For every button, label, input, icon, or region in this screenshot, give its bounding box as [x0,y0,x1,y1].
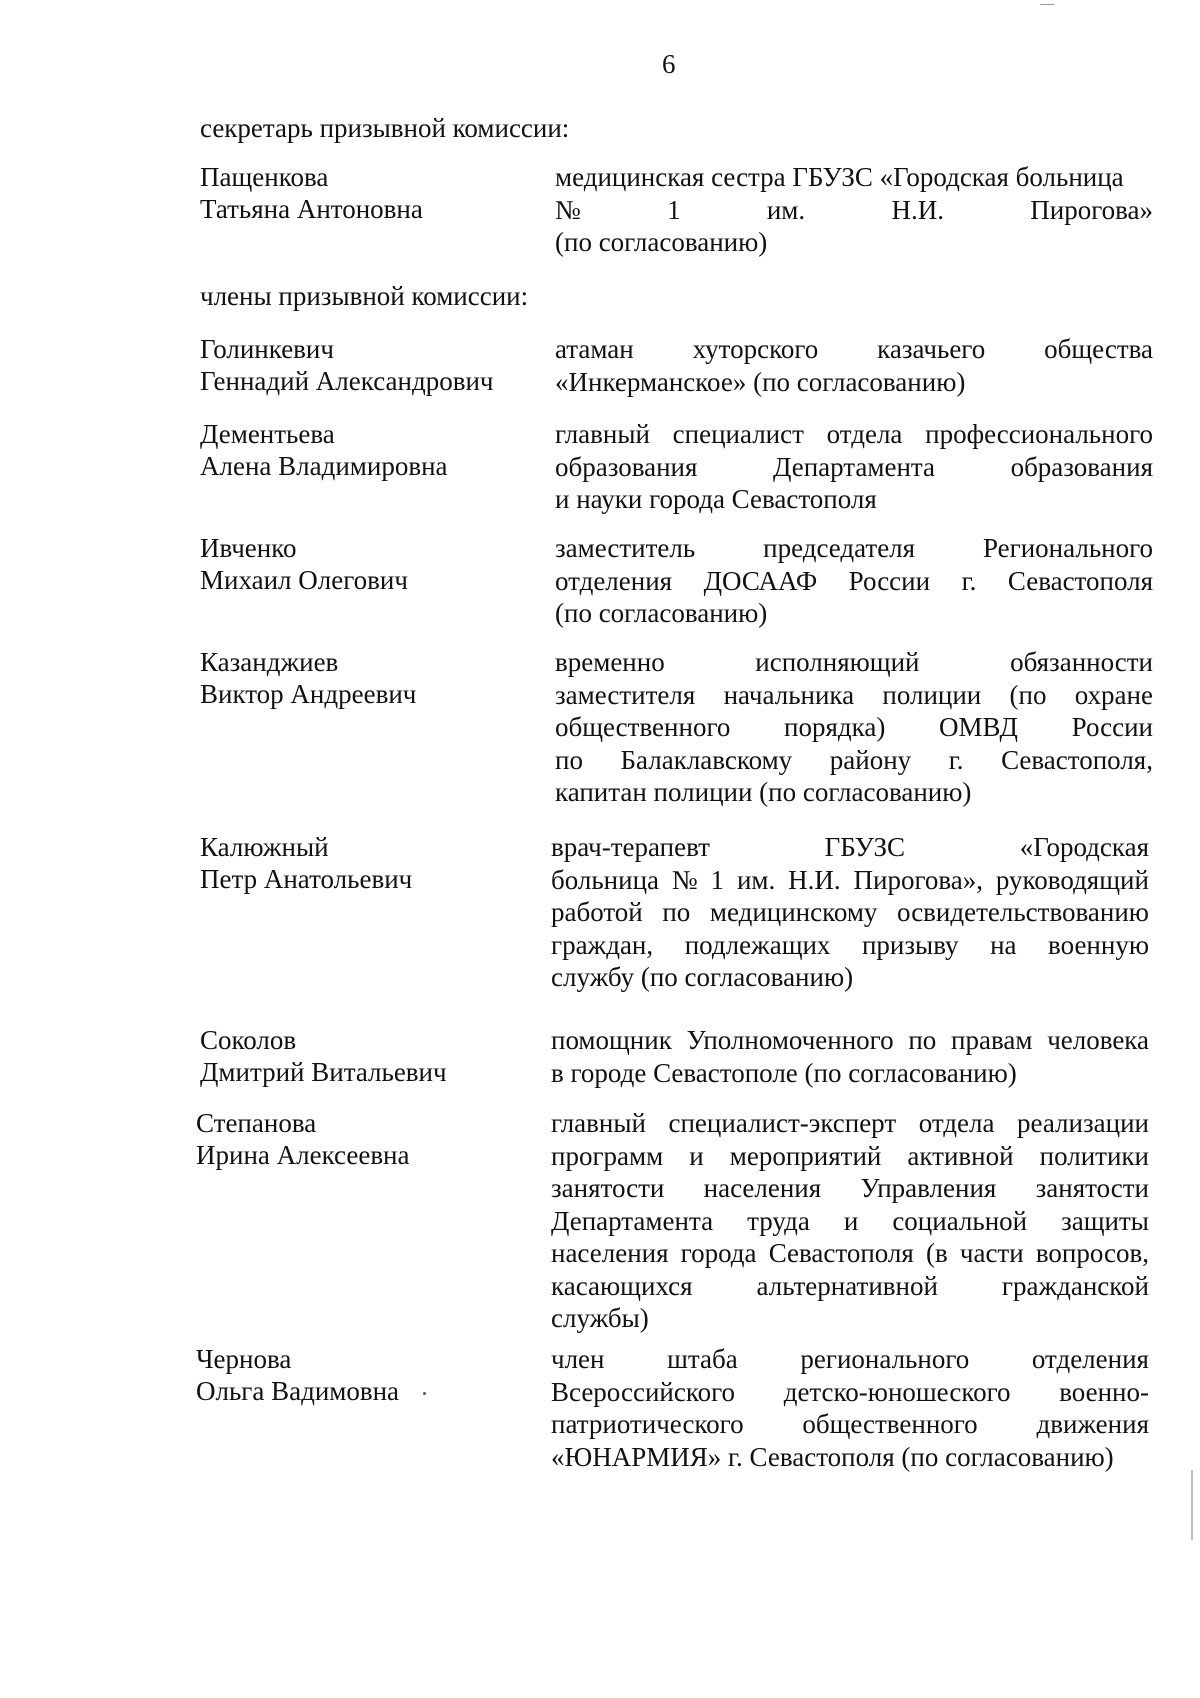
member-role [555,161,1153,259]
page-number: 6 [662,49,676,79]
role-line: программ и мероприятий активной политики [551,1140,1149,1171]
scan-speck [423,1392,426,1395]
member-given-names: Петр Анатольевич [200,864,413,894]
member-name [200,161,540,225]
role-line: «Инкерманское» (по согласованию) [555,366,966,397]
secretary-heading: секретарь призывной комиссии: [200,113,570,143]
role-line: Всероссийского детско-юношеского военно- [551,1376,1149,1407]
member-given-names: Геннадий Александрович [200,366,494,396]
member-given-names: Алена Владимировна [200,451,448,481]
role-line: занятости населения Управления занятости [551,1173,1149,1203]
member-given-names: Михаил Олегович [200,565,408,595]
role-line: член штаба регионального отделения [551,1344,1149,1374]
role-line: службы) [551,1303,649,1333]
role-line: заместитель председателя Регионального [555,533,1153,563]
member-surname: Степанова [196,1108,317,1138]
scan-edge-mark [1191,1470,1193,1540]
member-name [200,1024,540,1088]
member-name [200,532,540,596]
role-line: заместителя начальника полиции (по охране [555,679,1153,710]
member-given-names: Ольга Вадимовна [196,1376,400,1406]
member-surname: Казанджиев [200,647,339,677]
member-surname: Голинкевич [200,334,334,364]
role-line: главный специалист-эксперт отдела реализации [551,1108,1149,1138]
member-role [551,1107,1149,1335]
role-line: отделения ДОСААФ России г. Севастополя [555,565,1153,596]
member-given-names: Дмитрий Витальевич [200,1057,447,1087]
member-role [551,1024,1149,1089]
members-heading: члены призывной комиссии: [200,281,529,311]
role-line: населения города Севастополя (в части вопросов, [551,1238,1149,1268]
role-line: общественного порядка) ОМВД России [555,712,1153,742]
member-name [196,1343,536,1407]
role-line: в городе Севастополе (по согласованию) [551,1057,1017,1088]
member-name [200,418,540,482]
member-name [196,1107,536,1171]
member-given-names: Татьяна Антоновна [200,194,423,224]
scan-corner-mark [1040,0,1054,5]
member-role [555,333,1153,398]
member-role [555,532,1153,630]
role-line: касающихся альтернативной гражданской [551,1270,1149,1301]
member-surname: Чернова [196,1344,292,1374]
member-surname: Пащенкова [200,162,329,192]
role-line: временно исполняющий обязанности [555,647,1153,677]
member-surname: Ивченко [200,533,297,563]
member-given-names: Виктор Андреевич [200,679,417,709]
member-role [555,646,1153,809]
role-line: образования Департамента образования [555,451,1153,482]
role-line: службу (по согласованию) [551,962,854,992]
member-name [200,646,540,710]
member-surname: Дементьева [200,419,335,449]
role-line: (по согласованию) [555,598,768,628]
role-line: медицинская сестра ГБУЗС «Городская больница [555,162,1124,192]
role-line: патриотического общественного движения [551,1409,1149,1439]
role-line: больница № 1 им. Н.И. Пирогова», руководящий [551,864,1149,895]
member-surname: Калюжный [200,832,329,862]
role-line: «ЮНАРМИЯ» г. Севастополя (по согласованию) [551,1441,1114,1472]
member-role [551,831,1149,994]
role-line: работой по медицинскому освидетельствованию [551,897,1149,927]
role-line: капитан полиции (по согласованию) [555,777,972,807]
role-line: главный специалист отдела профессионального [555,419,1153,449]
member-name [200,333,540,397]
member-role [555,418,1153,516]
member-role [551,1343,1149,1473]
role-line: атаман хуторского казачьего общества [555,334,1153,364]
role-line: граждан, подлежащих призыву на военную [551,929,1149,960]
role-line: по Балаклавскому району г. Севастополя, [555,744,1153,775]
role-line: врач-терапевт ГБУЗС «Городская [551,832,1149,862]
role-line: (по согласованию) [555,227,768,257]
role-line: помощник Уполномоченного по правам человека [551,1025,1149,1055]
member-name [200,831,540,895]
role-line: № 1 им. Н.И. Пирогова» [555,194,1153,225]
member-given-names: Ирина Алексеевна [196,1140,410,1170]
role-line: Департамента труда и социальной защиты [551,1205,1149,1236]
role-line: и науки города Севастополя [555,484,877,514]
member-surname: Соколов [200,1025,297,1055]
